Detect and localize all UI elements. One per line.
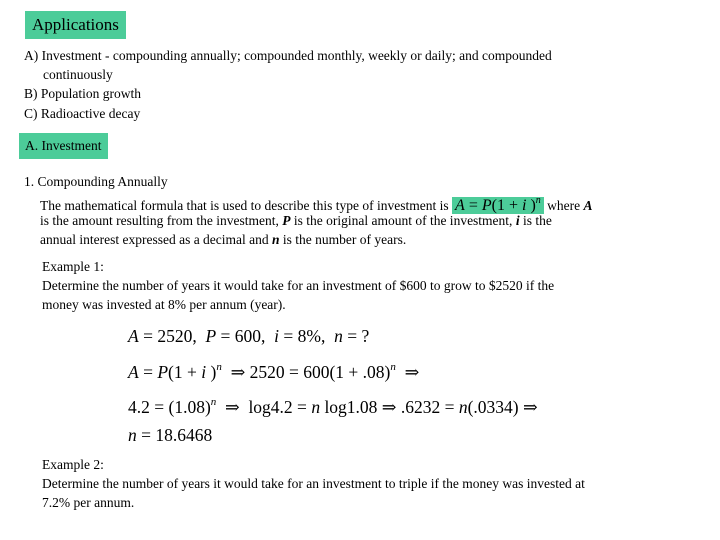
- list-item: B) Population growth: [24, 86, 141, 101]
- description-line-2: [40, 211, 552, 230]
- inline-formula: A = P(1 + i )$^n$: [452, 197, 544, 214]
- description-line-3: [40, 230, 406, 249]
- variable-p: P: [282, 213, 291, 228]
- variable-i: i: [515, 213, 520, 228]
- example-2-text: Determine the number of years it would take for an investment to triple if the money was invested at: [42, 476, 585, 491]
- variable-n: n: [272, 232, 280, 247]
- math-line-2: A = P(1 + i )$^n$ ⇒ $2520 = 600(1 + .08)^n$ ⇒: [128, 361, 420, 382]
- list-item: A) Investment - compounding annually; compounded monthly, weekly or daily; and compounded: [24, 48, 552, 63]
- description-text: is the original amount of the investment,: [293, 213, 513, 228]
- description-text: where: [547, 198, 581, 213]
- description-text: annual interest expressed as a decimal and: [40, 232, 269, 247]
- example-1-text: money was invested at 8% per annum (year).: [42, 297, 286, 312]
- example-1-text: Determine the number of years it would take for an investment of $600 to grow to $2520 if the: [42, 278, 555, 293]
- math-line-1: A = 2520, P = 600, i = 8%, n = ?: [128, 326, 370, 346]
- description-text: The mathematical formula that is used to describe this type of investment is: [40, 198, 449, 213]
- subsection-heading: 1. Compounding Annually: [24, 174, 168, 189]
- section-banner: A. Investment: [19, 133, 108, 159]
- description-text: is the number of years.: [282, 232, 407, 247]
- list-item: C) Radioactive decay: [24, 106, 141, 121]
- example-1-label: Example 1:: [42, 259, 104, 274]
- variable-a: A: [583, 198, 593, 213]
- math-line-4: n = 18.6468: [128, 425, 213, 445]
- description-text: is the: [522, 213, 552, 228]
- page-title: Applications: [25, 11, 126, 39]
- description-text: is the amount resulting from the investment,: [40, 213, 279, 228]
- math-line-3: $4.2 = (1.08)^n$ ⇒ log4.2 = n log1.08 ⇒ .6232 = n(.0334) ⇒: [128, 396, 538, 417]
- example-2-label: Example 2:: [42, 457, 104, 472]
- example-2-text: 7.2% per annum.: [42, 495, 135, 510]
- list-item: continuously: [43, 67, 113, 82]
